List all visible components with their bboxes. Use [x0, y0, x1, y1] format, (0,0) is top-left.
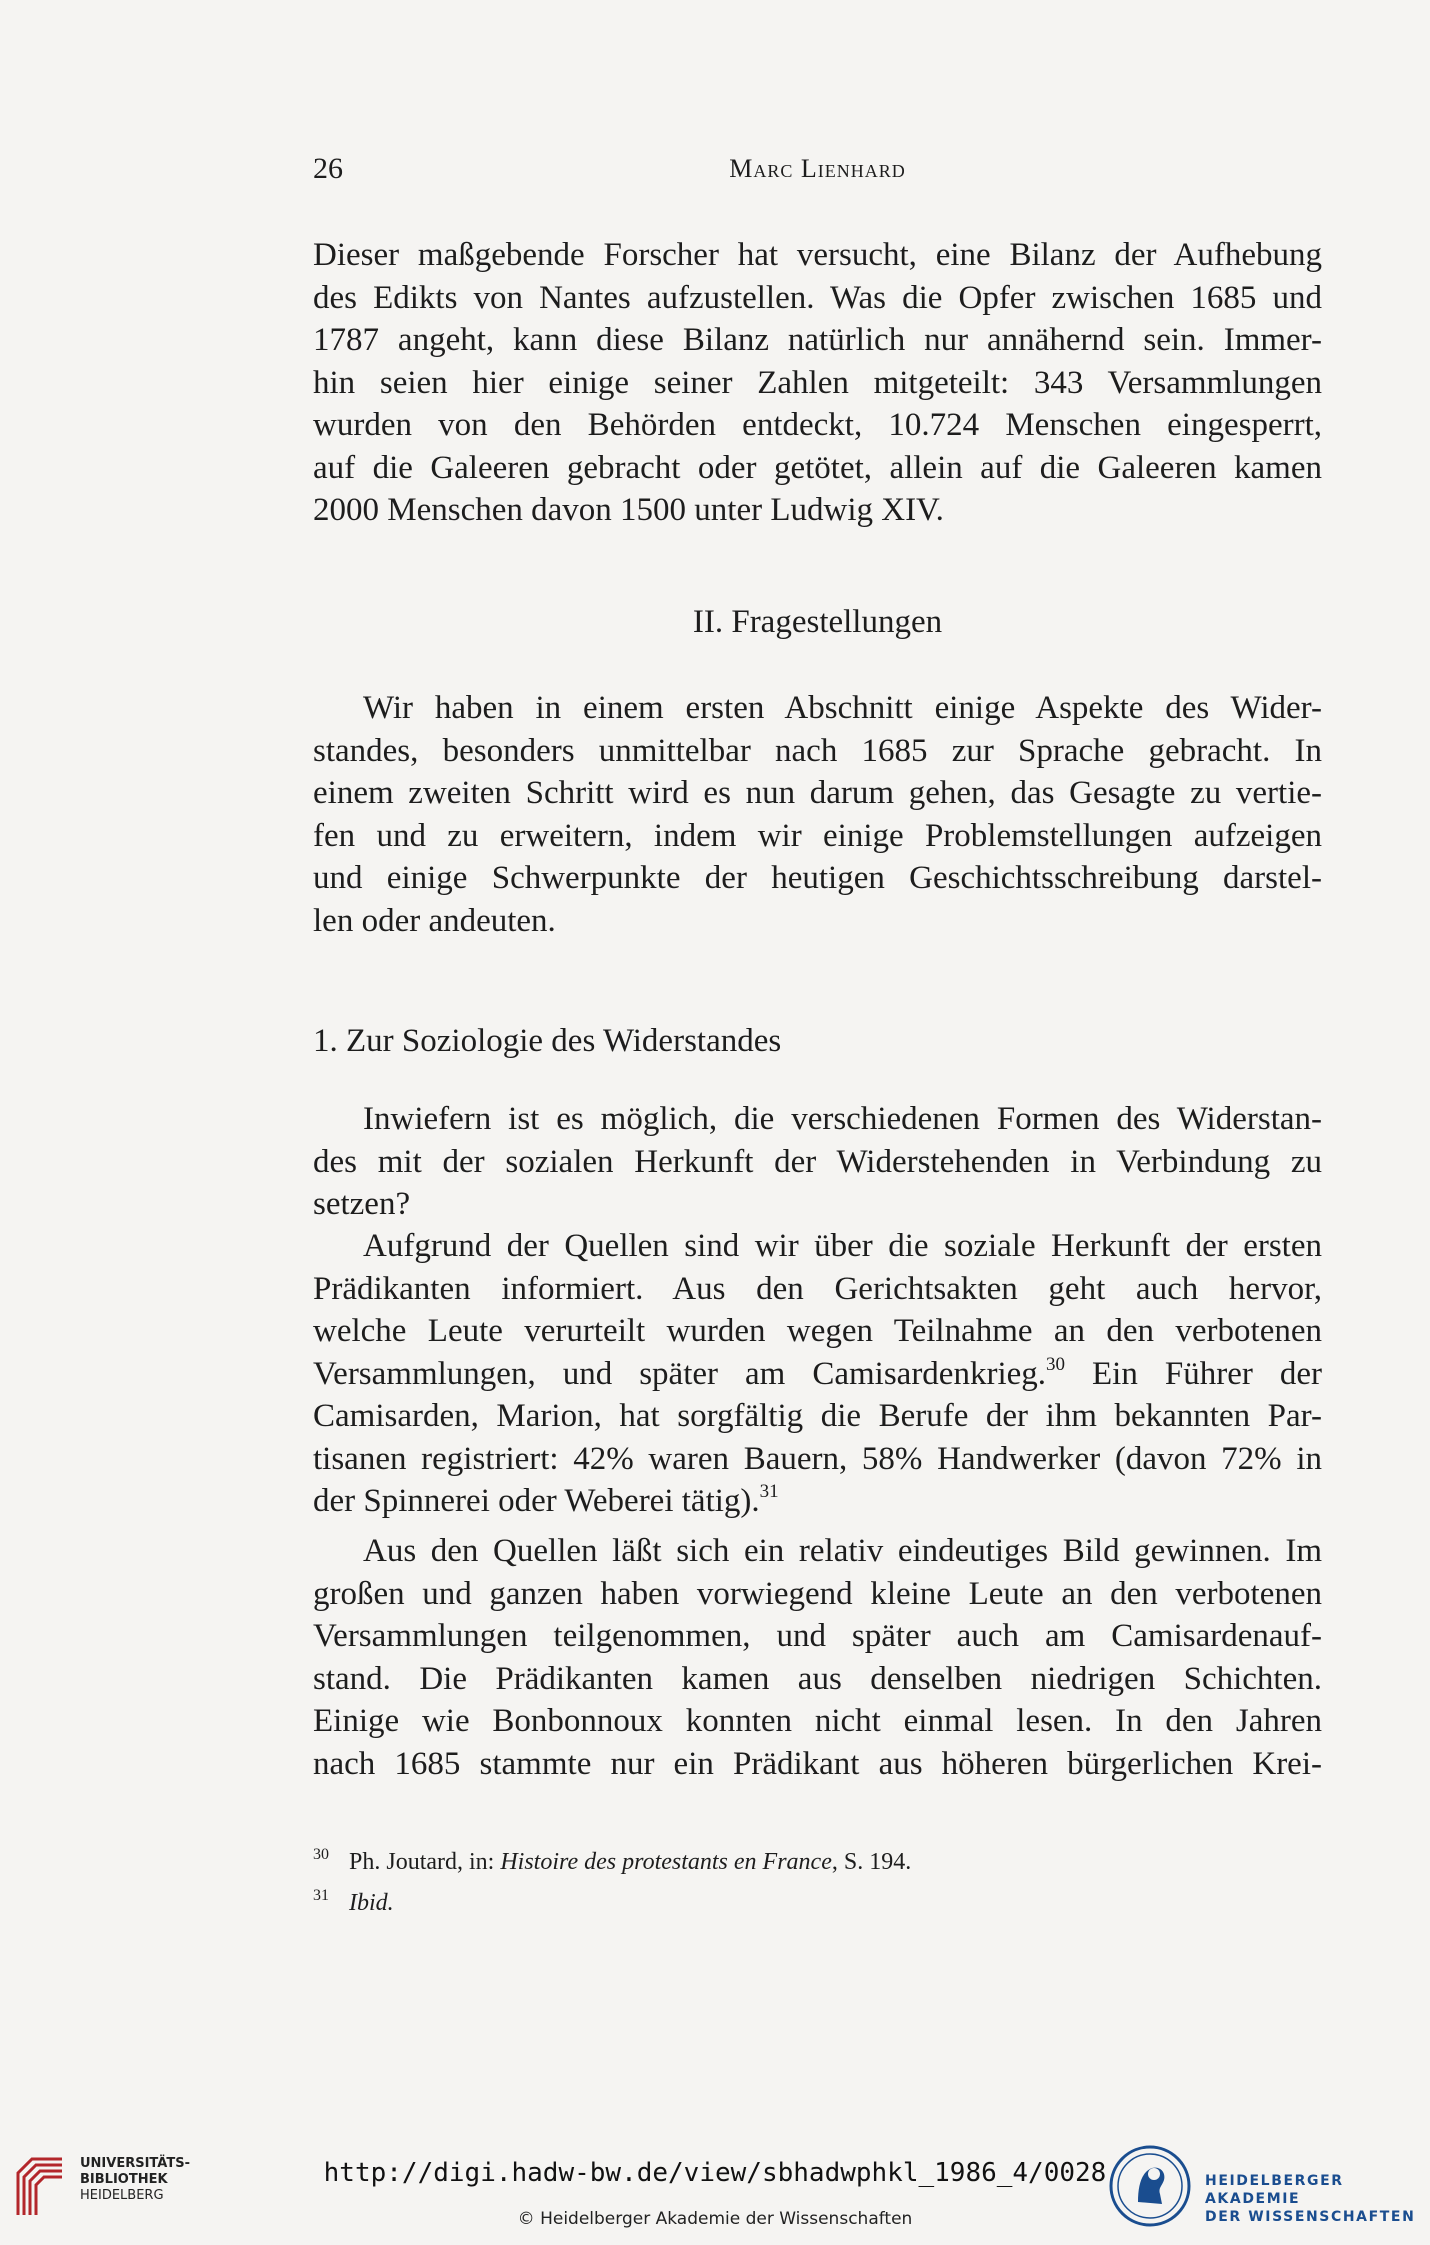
footnote-31 [313, 1879, 911, 1920]
paragraph-3 [313, 1098, 1322, 1226]
footnote-number: 30 [313, 1846, 329, 1863]
text-line: einem zweiten Schritt wird es nun darum gehen, das Gesagte zu vertie- [313, 775, 1322, 811]
library-name-line: BIBLIOTHEK [80, 2172, 168, 2187]
academy-name-line: DER WISSENSCHAFTEN [1205, 2209, 1416, 2225]
academy-seal-icon[interactable] [1108, 2144, 1192, 2228]
text-line: großen und ganzen haben vorwiegend kleine Leute an den verbotenen [313, 1575, 1322, 1612]
text-line: 2000 Menschen davon 1500 unter Ludwig XIV. [313, 492, 944, 528]
text-line: tisanen registriert: 42% waren Bauern, 58% Handwerker (davon 72% in [313, 1440, 1322, 1477]
footnote-text: Ph. Joutard, in: [349, 1849, 501, 1875]
page-number: 26 [313, 152, 343, 185]
text-line: Einige wie Bonbonnoux konnten nicht einmal lesen. In den Jahren [313, 1703, 1322, 1739]
text-line: Versammlungen teilgenommen, und später auch am Camisardenauf- [313, 1618, 1322, 1654]
text-line: und einige Schwerpunkte der heutigen Geschichtsschreibung darstel- [313, 860, 1322, 896]
section-heading: II. Fragestellungen [692, 604, 943, 640]
text-line: Wir haben in einem ersten Abschnitt einige Aspekte des Wider- [363, 690, 1322, 726]
footnote-title: Histoire des protestants en France [500, 1849, 832, 1875]
text-line: fen und zu erweitern, indem wir einige Problemstellungen aufzeigen [313, 817, 1322, 854]
text-segment: Ein Führer der [1065, 1355, 1322, 1392]
text-line: Prädikanten informiert. Aus den Gerichtsakten geht auch hervor, [313, 1270, 1322, 1307]
footnote-number: 31 [313, 1887, 329, 1904]
text-line: nach 1685 stammte nur ein Prädikant aus höheren bürgerlichen Krei- [313, 1745, 1322, 1782]
text-line [313, 1480, 1322, 1523]
text-segment: der Spinnerei oder Weberei tätig). [313, 1483, 760, 1519]
academy-name [1205, 2172, 1430, 2226]
copyright-notice: © Heidelberger Akademie der Wissenschaften [517, 2209, 913, 2229]
footnote-title: Ibid. [349, 1890, 394, 1916]
academy-name-line: HEIDELBERGER AKADEMIE [1205, 2173, 1344, 2207]
text-line: hin seien hier einige seiner Zahlen mitgeteilt: 343 Versammlungen [313, 364, 1322, 401]
footnote-reference-31[interactable]: 31 [759, 1481, 779, 1502]
text-line: Aufgrund der Quellen sind wir über die soziale Herkunft der ersten [363, 1228, 1322, 1264]
text-line: 1787 angeht, kann diese Bilanz natürlich nur annähernd sein. Immer- [313, 322, 1322, 358]
text-line: stand. Die Prädikanten kamen aus denselben niedrigen Schichten. [313, 1660, 1322, 1697]
text-line: Camisarden, Marion, hat sorgfältig die Berufe der ihm bekannten Par- [313, 1398, 1322, 1434]
footnotes [313, 1838, 911, 1920]
library-name-line: HEIDELBERG [80, 2188, 164, 2203]
text-line: des Edikts von Nantes aufzustellen. Was die Opfer zwischen 1685 und [313, 279, 1322, 316]
library-name-line: UNIVERSITÄTS- [80, 2156, 190, 2171]
text-line: Inwiefern ist es möglich, die verschiedenen Formen des Widerstan- [363, 1101, 1322, 1137]
footnote-30 [313, 1838, 911, 1879]
permalink-url[interactable]: http://digi.hadw-bw.de/view/sbhadwphkl_1986_4/0028 [323, 2158, 1107, 2188]
running-head: Marc Lienhard [729, 154, 906, 183]
text-line: standes, besonders unmittelbar nach 1685 zur Sprache gebracht. In [313, 732, 1322, 769]
sub-heading: 1. Zur Soziologie des Widerstandes [313, 1023, 782, 1059]
footnote-reference-30[interactable]: 30 [1046, 1353, 1066, 1375]
text-line: welche Leute verurteilt wurden wegen Teilnahme an den verbotenen [313, 1313, 1322, 1349]
paragraph-2 [313, 687, 1322, 942]
text-segment: Versammlungen, und später am Camisardenkrieg. [313, 1355, 1047, 1392]
text-line: auf die Galeeren gebracht oder getötet, allein auf die Galeeren kamen [313, 449, 1322, 486]
footnote-text: , S. 194. [831, 1849, 912, 1875]
text-line: Aus den Quellen läßt sich ein relativ eindeutiges Bild gewinnen. Im [363, 1533, 1322, 1569]
text-line: setzen? [313, 1186, 411, 1222]
text-line: len oder andeuten. [313, 902, 556, 939]
text-line [313, 1353, 1322, 1396]
paragraph-4 [313, 1225, 1322, 1523]
text-line: wurden von den Behörden entdeckt, 10.724 Menschen eingesperrt, [313, 407, 1322, 443]
page-header [313, 152, 1322, 192]
paragraph-5 [313, 1530, 1322, 1785]
text-line: Dieser maßgebende Forscher hat versucht, eine Bilanz der Aufhebung [313, 237, 1322, 273]
paragraph-1 [313, 234, 1322, 532]
digitization-footer [0, 2130, 1430, 2245]
text-line: des mit der sozialen Herkunft der Widerstehenden in Verbindung zu [313, 1143, 1322, 1180]
